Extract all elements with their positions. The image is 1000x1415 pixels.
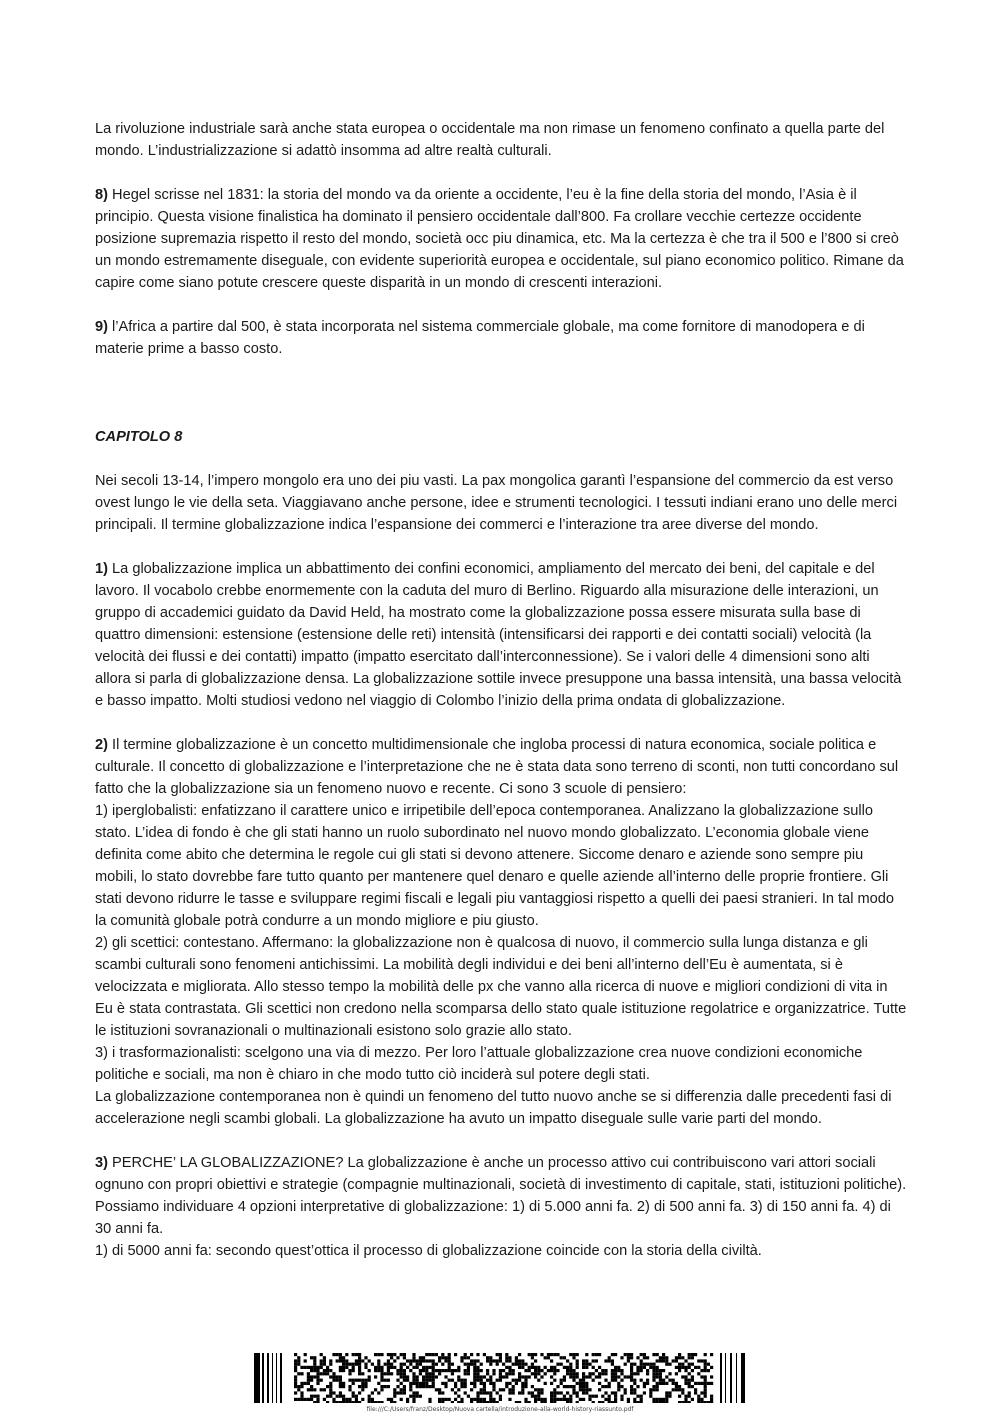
- file-path-label: file:///C:/Users/franz/Desktop/Nuova cartella/introduzione-alla-world-history-riassunto.pdf: [366, 1406, 634, 1413]
- section-2-conclusion: La globalizzazione contemporanea non è quindi un fenomeno del tutto nuovo anche se si differenzia dalle precedenti fasi di accelerazione negli scambi globali. La globalizzazione ha avuto un impatto diseguale sulle varie parti del mondo.: [95, 1089, 892, 1127]
- paragraph-text: l’Africa a partire dal 500, è stata incorporata nel sistema commerciale globale, ma come fornitore di manodopera e di materie prime a basso costo.: [95, 319, 865, 357]
- section-text: Il termine globalizzazione è un concetto multidimensionale che ingloba processi di natura economica, sociale politica e culturale. Il concetto di globalizzazione e l’interpretazione che ne è stata data sono terreno di sconti, non tutti concordano sul fatto che la globalizzazione sia un fenomeno nuovo e recente. Ci sono 3 scuole di pensiero:: [95, 737, 899, 797]
- section-3: [95, 1152, 907, 1240]
- paragraph-text: Hegel scrisse nel 1831: la storia del mondo va da oriente a occidente, l’eu è la fine della storia del mondo, l’Asia è il principio. Questa visione finalistica ha dominato il pensiero occidentale dall’800. Fa crollare vecchie certezze occidente posizione supremazia rispetto il resto del mondo, società occ piu dinamica, etc. Ma la certezza è che tra il 500 e l’800 si creò un mondo estremamente diseguale, con evidente superiorità europea e occidentale, sul piano economico politico. Rimane da capire come siano potute crescere queste disparità in un mondo di crescenti interazioni.: [95, 187, 904, 291]
- paragraph-number: 8): [95, 187, 108, 203]
- paragraph-number: 9): [95, 319, 108, 335]
- document-body: [95, 118, 907, 1262]
- section-text: PERCHE’ LA GLOBALIZZAZIONE? La globalizzazione è anche un processo attivo cui contribuiscono vari attori sociali ognuno con propri obiettivi e strategie (compagnie multinazionali, società di investimento di capitale, stati, istituzioni politiche). Possiamo individuare 4 opzioni interpretative di globalizzazione: 1) di 5.000 anni fa. 2) di 500 anni fa. 3) di 150 anni fa. 4) di 30 anni fa.: [95, 1155, 907, 1237]
- paragraph-industrial-revolution: La rivoluzione industriale sarà anche stata europea o occidentale ma non rimase un fenomeno confinato a quella parte del mondo. L’industrializzazione si adattò insomma ad altre realtà culturali.: [95, 121, 885, 159]
- list-item-scettici: 2) gli scettici: contestano. Affermano: la globalizzazione non è qualcosa di nuovo, il commercio sulla lunga distanza e gli scambi culturali sono fenomeni antichissimi. La mobilità degli individui e dei beni all’interno dell’Eu è aumentata, si è velocizzata e migliorata. Allo stesso tempo la mobilità delle px che vanno alla ricerca di nuove e migliori condizioni di vita in Eu è stata contrastata. Gli scettici non credono nella scomparsa dello stato quale istituzione regolatrice e organizzatrice. Tutte le istituzioni sovranazionali o multinazionali esistono solo grazie allo stato.: [95, 935, 907, 1039]
- list-item-5000-years: 1) di 5000 anni fa: secondo quest’ottica il processo di globalizzazione coincide con la storia della civiltà.: [95, 1243, 762, 1259]
- section-number: 3): [95, 1155, 108, 1171]
- section-1: [95, 558, 907, 712]
- section-2: [95, 734, 907, 800]
- section-text: La globalizzazione implica un abbattimento dei confini economici, ampliamento del mercato dei beni, del capitale e del lavoro. Il vocabolo crebbe enormemente con la caduta del muro di Berlino. Riguardo alla misurazione delle interazioni, un gruppo di accademici guidato da David Held, ha mostrato come la globalizzazione possa essere misurata sulla base di quattro dimensioni: estensione (estensione delle reti) intensità (intensificarsi dei rapporti e dei contatti sociali) velocità (la velocità dei flussi e dei contatti) impatto (impatto esercitato dall’interconnessione). Se i valori delle 4 dimensioni sono alti allora si parla di globalizzazione densa. La globalizzazione sottile invece presuppone una bassa intensità, una bassa velocità e basso impatto. Molti studiosi vedono nel viaggio di Colombo l’inizio della prima ondata di globalizzazione.: [95, 561, 902, 709]
- barcode-image: [250, 1345, 754, 1403]
- chapter-intro: Nei secoli 13-14, l’impero mongolo era uno dei piu vasti. La pax mongolica garantì l’espansione del commercio da est verso ovest lungo le vie della seta. Viaggiavano anche persone, idee e strumenti tecnologici. I tessuti indiani erano uno delle merci principali. Il termine globalizzazione indica l’espansione dei commerci e l’interazione tra aree diverse del mondo.: [95, 473, 898, 533]
- list-item-trasformazionalisti: 3) i trasformazionalisti: scelgono una via di mezzo. Per loro l’attuale globalizzazione crea nuove condizioni economiche politiche e sociali, ma non è chiaro in che modo tutto ciò inciderà sul potere degli stati.: [95, 1045, 863, 1083]
- paragraph-9: [95, 316, 907, 360]
- section-number: 2): [95, 737, 108, 753]
- list-item-iperglobalisti: 1) iperglobalisti: enfatizzano il carattere unico e irripetibile dell’epoca contemporanea. Analizzano la globalizzazione sullo stato. L’idea di fondo è che gli stati hanno un ruolo subordinato nel nuovo mondo globalizzato. L’economia globale viene definita come abito che determina le regole cui gli stati si devono attenere. Siccome denaro e aziende sono sempre piu mobili, lo stato dovrebbe fare tutto quanto per mantenere quel denaro e quelle aziende all’interno delle proprie frontiere. Gli stati devono ridurre le tasse e sviluppare regimi fiscali e legali piu vantaggiosi rispetto a quelli dei paesi stranieri. In tal modo la comunità globale potrà condurre a un mondo migliore e piu giusto.: [95, 803, 895, 929]
- section-number: 1): [95, 561, 108, 577]
- chapter-heading: CAPITOLO 8: [95, 429, 183, 445]
- barcode-footer: [250, 1345, 760, 1405]
- paragraph-8: [95, 184, 907, 294]
